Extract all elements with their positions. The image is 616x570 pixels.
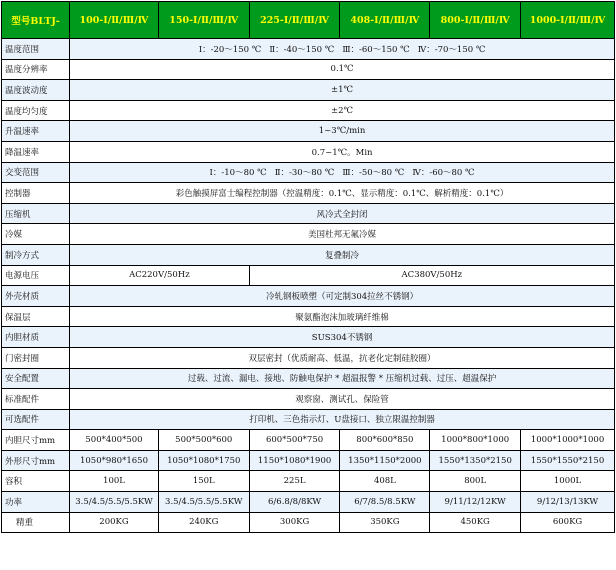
row-label: 降温速率 (2, 141, 70, 162)
controller-value: 彩色触摸屏富士编程控制器（控温精度：0.1℃、显示精度：0.1℃、解析精度：0.1℃） (70, 183, 615, 204)
alternating-range-value: Ⅰ：-10～80 ℃ Ⅱ：-30～80 ℃ Ⅲ：-50～80 ℃ Ⅳ：-60～80 ℃ (70, 162, 615, 183)
model-label-header: 型号BLTJ- (2, 2, 70, 39)
table-row (2, 306, 615, 327)
row-label: 内胆材质 (2, 327, 70, 348)
outer-size-cell: 1550*1550*2150 (521, 450, 615, 471)
row-label: 温度均匀度 (2, 100, 70, 121)
row-label: 安全配置 (2, 368, 70, 389)
table-row (2, 121, 615, 142)
outer-size-cell: 1050*1080*1750 (158, 450, 249, 471)
volume-cell: 225L (249, 471, 340, 492)
row-label: 温度波动度 (2, 80, 70, 101)
row-label: 精重 (2, 512, 70, 533)
temp-fluctuation-value: ±1℃ (70, 80, 615, 101)
volume-cell: 1000L (521, 471, 615, 492)
cooling-method-value: 复叠制冷 (70, 244, 615, 265)
table-row (2, 265, 615, 286)
table-row (2, 141, 615, 162)
row-label: 容积 (2, 471, 70, 492)
table-row (2, 492, 615, 513)
row-label: 门密封圈 (2, 347, 70, 368)
table-row (2, 100, 615, 121)
row-label: 升温速率 (2, 121, 70, 142)
table-row (2, 59, 615, 80)
row-label: 标准配件 (2, 389, 70, 410)
row-label: 温度分辨率 (2, 59, 70, 80)
row-label: 可选配件 (2, 409, 70, 430)
outer-size-cell: 1350*1150*2000 (340, 450, 430, 471)
table-row (2, 327, 615, 348)
outer-size-cell: 1150*1080*1900 (249, 450, 340, 471)
row-label: 温度范围 (2, 39, 70, 60)
liner-material-value: SUS304不锈钢 (70, 327, 615, 348)
model-header: 408-Ⅰ/Ⅱ/Ⅲ/Ⅳ (340, 2, 430, 39)
cooling-rate-value: 0.7~1℃。Min (70, 141, 615, 162)
table-row (2, 389, 615, 410)
volume-cell: 408L (340, 471, 430, 492)
row-label: 功率 (2, 492, 70, 513)
weight-cell: 200KG (70, 512, 159, 533)
weight-cell: 600KG (521, 512, 615, 533)
optional-parts-value: 打印机、三色指示灯、U盘接口、独立限温控制器 (70, 409, 615, 430)
weight-cell: 240KG (158, 512, 249, 533)
row-label: 制冷方式 (2, 244, 70, 265)
power-cell: 6/7/8.5/8.5KW (340, 492, 430, 513)
outer-size-cell: 1050*980*1650 (70, 450, 159, 471)
temp-uniformity-value: ±2℃ (70, 100, 615, 121)
volume-cell: 150L (158, 471, 249, 492)
safety-value: 过载、过流、漏电、接地、防触电保护 * 超温报警 * 压缩机过载、过压、超温保护 (70, 368, 615, 389)
weight-cell: 300KG (249, 512, 340, 533)
model-header: 225-Ⅰ/Ⅱ/Ⅲ/Ⅳ (249, 2, 340, 39)
table-row (2, 347, 615, 368)
row-label: 外形尺寸mm (2, 450, 70, 471)
table-row (2, 286, 615, 307)
row-label: 控制器 (2, 183, 70, 204)
weight-cell: 450KG (430, 512, 521, 533)
table-row (2, 512, 615, 533)
model-header: 800-Ⅰ/Ⅱ/Ⅲ/Ⅳ (430, 2, 521, 39)
heating-rate-value: 1~3℃/min (70, 121, 615, 142)
power-supply-380-value: AC380V/50Hz (249, 265, 614, 286)
table-row (2, 244, 615, 265)
power-cell: 9/11/12/12KW (430, 492, 521, 513)
standard-parts-value: 观察窗、测试孔、保险管 (70, 389, 615, 410)
door-seal-value: 双层密封（优质耐高、低温，抗老化定制硅胶圈） (70, 347, 615, 368)
table-row (2, 409, 615, 430)
table-row (2, 183, 615, 204)
power-cell: 6/6.8/8/8KW (249, 492, 340, 513)
table-row (2, 368, 615, 389)
row-label: 内胆尺寸mm (2, 430, 70, 451)
row-label: 保温层 (2, 306, 70, 327)
table-row (2, 80, 615, 101)
header-row (2, 2, 615, 39)
row-label: 外壳材质 (2, 286, 70, 307)
insulation-value: 聚氨酯泡沫加玻璃纤维棉 (70, 306, 615, 327)
table-row (2, 39, 615, 60)
inner-size-cell: 500*500*600 (158, 430, 249, 451)
table-row (2, 203, 615, 224)
power-cell: 3.5/4.5/5.5/5.5KW (70, 492, 159, 513)
row-label: 电源电压 (2, 265, 70, 286)
shell-material-value: 冷轧钢板喷塑（可定制304拉丝不锈钢） (70, 286, 615, 307)
refrigerant-value: 美国杜邦无氟冷媒 (70, 224, 615, 245)
power-cell: 3.5/4.5/5.5/5.5KW (158, 492, 249, 513)
inner-size-cell: 1000*1000*1000 (521, 430, 615, 451)
inner-size-cell: 800*600*850 (340, 430, 430, 451)
temp-range-value: Ⅰ：-20～150 ℃ Ⅱ：-40～150 ℃ Ⅲ：-60～150 ℃ Ⅳ：-70～150 ℃ (70, 39, 615, 60)
inner-size-cell: 600*500*750 (249, 430, 340, 451)
model-header: 1000-Ⅰ/Ⅱ/Ⅲ/Ⅳ (521, 2, 615, 39)
model-header: 150-Ⅰ/Ⅱ/Ⅲ/Ⅳ (158, 2, 249, 39)
volume-cell: 100L (70, 471, 159, 492)
power-cell: 9/12/13/13KW (521, 492, 615, 513)
compressor-value: 风冷式全封闭 (70, 203, 615, 224)
row-label: 冷媒 (2, 224, 70, 245)
weight-cell: 350KG (340, 512, 430, 533)
spec-table (1, 1, 615, 533)
inner-size-cell: 1000*800*1000 (430, 430, 521, 451)
power-supply-220-value: AC220V/50Hz (70, 265, 250, 286)
temp-resolution-value: 0.1℃ (70, 59, 615, 80)
table-row (2, 224, 615, 245)
volume-cell: 800L (430, 471, 521, 492)
outer-size-cell: 1550*1350*2150 (430, 450, 521, 471)
table-row (2, 450, 615, 471)
row-label: 压缩机 (2, 203, 70, 224)
model-header: 100-Ⅰ/Ⅱ/Ⅲ/Ⅳ (70, 2, 159, 39)
table-row (2, 162, 615, 183)
inner-size-cell: 500*400*500 (70, 430, 159, 451)
row-label: 交变范围 (2, 162, 70, 183)
table-row (2, 430, 615, 451)
table-row (2, 471, 615, 492)
